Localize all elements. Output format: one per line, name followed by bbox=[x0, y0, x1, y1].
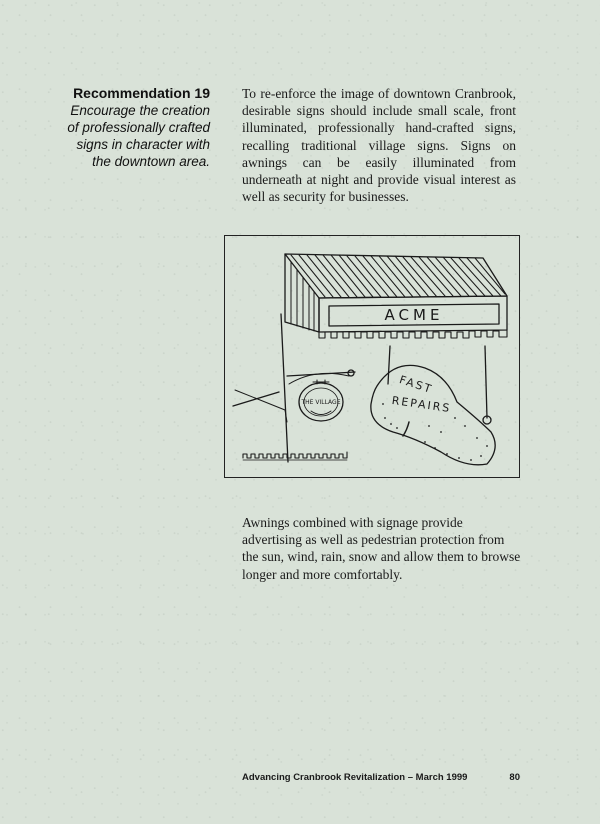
shoe-sign bbox=[371, 365, 495, 464]
recommendation-subtitle-line: Encourage the creation bbox=[70, 103, 210, 118]
awning-stripes bbox=[291, 255, 505, 297]
recommendation-title: Recommendation 19 bbox=[73, 85, 210, 101]
brick-base bbox=[243, 452, 347, 458]
village-sign-text: THE VILLAGE bbox=[301, 399, 341, 406]
body-paragraph-intro: To re-enforce the image of downtown Cranbrook, desirable signs should include small scale, front illuminated, professionally hand-crafted signs, recalling traditional village signs. Signs on awnings can be easily illuminated from underneath at night and provide visual interest as well as security for businesses. bbox=[242, 86, 516, 205]
recommendation-sidebar bbox=[60, 85, 210, 170]
acme-sign-text: ACME bbox=[384, 306, 444, 324]
shoe-sign-text-fast: FAST bbox=[397, 373, 435, 397]
page-number: 80 bbox=[509, 772, 520, 783]
recommendation-subtitle-line: the downtown area. bbox=[92, 154, 210, 169]
recommendation-subtitle-line: of professionally crafted bbox=[67, 120, 210, 135]
sign-pole bbox=[281, 314, 288, 462]
recommendation-subtitle-line: signs in character with bbox=[76, 137, 210, 152]
sketch-drawing bbox=[225, 236, 521, 479]
footer-title: Advancing Cranbrook Revitalization – March 1999 bbox=[242, 772, 468, 783]
shoe-sign-text-repairs: REPAIRS bbox=[390, 393, 453, 416]
body-paragraph-awnings: Awnings combined with signage provide advertising as well as pedestrian protection from the sun, wind, rain, snow and allow them to browse longer and more comfortably. bbox=[242, 515, 521, 582]
awning-sign-illustration bbox=[224, 235, 520, 478]
building-edge bbox=[233, 392, 279, 406]
